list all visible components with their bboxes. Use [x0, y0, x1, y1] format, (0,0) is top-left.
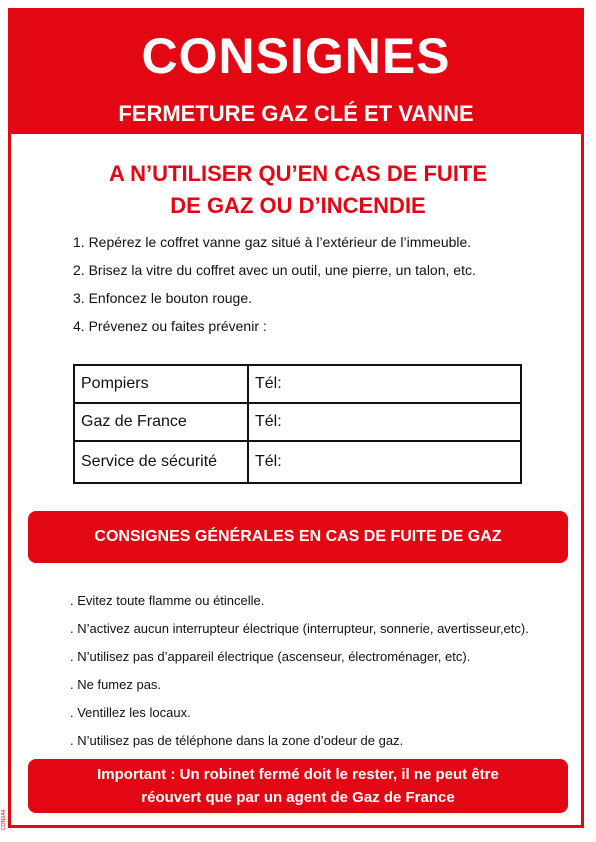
important-notice-line-2: réouvert que par un agent de Gaz de France	[141, 789, 455, 806]
usage-warning-line-1: A N’UTILISER QU’EN CAS DE FUITE	[108, 161, 488, 186]
table-row	[74, 365, 521, 403]
contact-name: Service de sécurité	[74, 441, 248, 483]
procedure-step: 1. Repérez le coffret vanne gaz situé à l’extérieur de l’immeuble.	[73, 234, 472, 250]
rule-item: . N’utilisez pas d’appareil électrique (ascenseur, électroménager, etc).	[70, 649, 471, 664]
rule-item: . Ne fumez pas.	[70, 677, 162, 692]
rule-item: . Ventillez les locaux.	[70, 705, 191, 720]
important-notice-line-1: Important : Un robinet fermé doit le rester, il ne peut être	[97, 766, 499, 783]
rule-item: . Evitez toute flamme ou étincelle.	[70, 593, 265, 608]
general-instructions-title: CONSIGNES GÉNÉRALES EN CAS DE FUITE DE GAZ	[94, 528, 502, 545]
sign-header	[8, 8, 584, 134]
procedure-step: 2. Brisez la vitre du coffret avec un outil, une pierre, un talon, etc.	[73, 262, 476, 278]
important-notice	[28, 759, 568, 813]
contact-name: Gaz de France	[74, 403, 248, 441]
procedure-steps	[73, 228, 476, 340]
contact-name: Pompiers	[74, 365, 248, 403]
general-instructions-banner	[28, 511, 568, 563]
procedure-step: 3. Enfoncez le bouton rouge.	[73, 290, 253, 306]
sign-title: CONSIGNES	[141, 28, 451, 84]
usage-warning-line-2: DE GAZ OU D’INCENDIE	[170, 193, 426, 218]
general-rules	[70, 587, 529, 755]
usage-warning	[0, 158, 596, 222]
sign-subtitle: FERMETURE GAZ CLÉ ET VANNE	[118, 101, 474, 126]
sign-reference-code: CONSA4	[1, 809, 7, 830]
procedure-step: 4. Prévenez ou faites prévenir :	[73, 318, 267, 334]
rule-item: . N’activez aucun interrupteur électrique (interrupteur, sonnerie, avertisseur,etc).	[70, 621, 529, 636]
table-row	[74, 441, 521, 483]
contact-phone: Tél:	[248, 365, 521, 403]
table-row	[74, 403, 521, 441]
rule-item: . N’utilisez pas de téléphone dans la zone d’odeur de gaz.	[70, 733, 404, 748]
contact-phone: Tél:	[248, 403, 521, 441]
emergency-contacts-table	[73, 364, 522, 484]
contact-phone: Tél:	[248, 441, 521, 483]
